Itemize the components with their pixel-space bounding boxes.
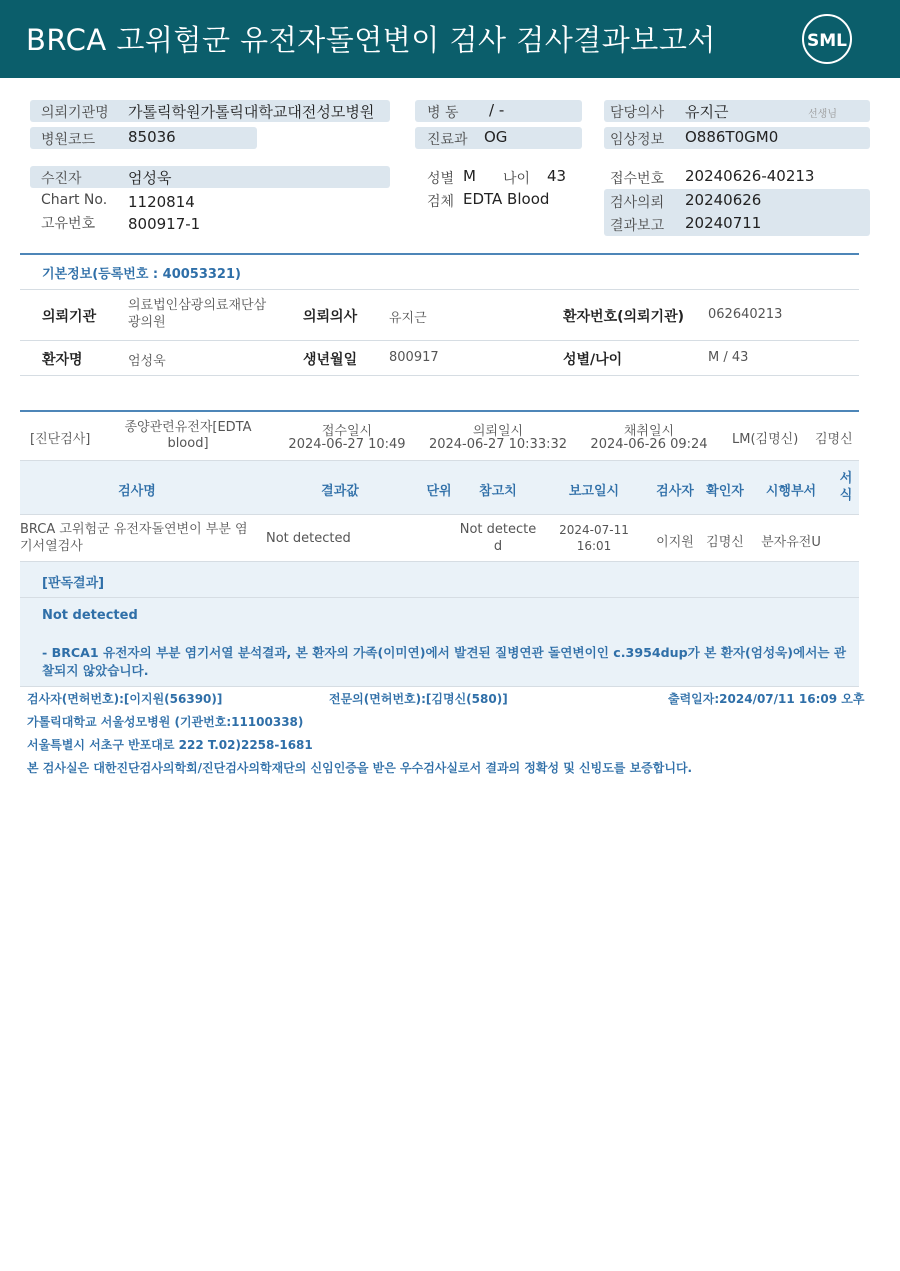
patient-value: 엄성욱 (128, 169, 172, 187)
req-doc-value: 유지근 (389, 311, 427, 326)
req-doc-label: 의뢰의사 (303, 309, 358, 325)
row-result: Not detected (266, 531, 351, 546)
footer-certification: 본 검사실은 대한진단검사의학회/진단검사의학재단의 신임인증을 받은 우수검사실로서 결과의 정확성 및 신빙도를 보증합니다. (27, 761, 693, 775)
footer-printed: 출력일자:2024/07/11 16:09 오후 (668, 692, 865, 706)
report-header (0, 0, 900, 78)
clinical-info-label: 임상정보 (610, 132, 665, 148)
sex-age-label: 성별/나이 (563, 352, 623, 368)
th-report-time: 보고일시 (568, 484, 620, 499)
sml-logo (800, 12, 854, 66)
row-report-time: 2024-07-11 16:01 (559, 523, 629, 553)
interpretation-comment: - BRCA1 유전자의 부분 염기서열 분석결과, 본 환자의 가족(이미연)에서 발견된 질병연관 돌연변이인 c.3954dup가 본 환자(엄성욱)에서는 관찰되지 않았습니다. (42, 645, 847, 678)
unique-no-label: 고유번호 (41, 216, 96, 232)
interpretation-bottom-rule (20, 686, 859, 687)
patient-name-value: 엄성욱 (128, 354, 166, 369)
row-dept: 분자유전U (761, 535, 821, 550)
request-date-value: 20240626 (685, 191, 762, 209)
unique-no-value: 800917-1 (128, 215, 201, 233)
received-label: 접수일시 (321, 424, 373, 439)
basic-info-top-rule (20, 253, 859, 255)
th-verifier: 확인자 (706, 484, 744, 499)
ward-label: 병 동 (427, 105, 459, 121)
basic-info-title: 기본정보(등록번호 : 40053321) (42, 267, 241, 282)
sex-label: 성별 (427, 171, 455, 187)
collected-value: 2024-06-26 09:24 (590, 437, 708, 452)
lm-name: 김명신 (815, 432, 853, 447)
dob-label: 생년월일 (303, 352, 358, 368)
age-value: 43 (547, 167, 567, 185)
footer-specialist: 전문의(면허번호):[김명신(580)] (329, 692, 508, 706)
dob-value: 800917 (389, 350, 439, 365)
hospital-code-label: 병원코드 (41, 132, 96, 148)
patient-label: 수진자 (41, 171, 82, 187)
th-form: 서식 (839, 471, 853, 503)
chart-no-label: Chart No. (41, 192, 108, 208)
row-verifier: 김명신 (706, 535, 744, 550)
sml-logo-text: SML (807, 31, 847, 51)
doctor-value: 유지근 (685, 103, 729, 121)
row-reference: Not detected (459, 522, 537, 554)
th-dept: 시행부서 (765, 484, 817, 499)
report-date-label: 결과보고 (610, 218, 665, 234)
specimen-value: EDTA Blood (463, 190, 550, 208)
department-label: 진료과 (427, 132, 468, 148)
footer-tester: 검사자(면허번호):[이지원(56390)] (27, 692, 223, 706)
received-value: 2024-06-27 10:49 (288, 437, 406, 452)
th-test-name: 검사명 (118, 484, 156, 499)
row-test-name: BRCA 고위험군 유전자돌연변이 부분 염기서열검사 (20, 522, 248, 554)
reception-no-label: 접수번호 (610, 171, 665, 187)
row-tester: 이지원 (656, 535, 694, 550)
patient-no-label: 환자번호(의뢰기관) (563, 309, 684, 325)
sex-age-value: M / 43 (708, 350, 749, 365)
department-value: OG (484, 128, 508, 146)
chart-no-value: 1120814 (128, 193, 195, 211)
hospital-code-value: 85036 (128, 128, 176, 146)
interpretation-title: [판독결과] (42, 576, 105, 591)
institution-value: 가톨릭학원가톨릭대학교대전성모병원 (128, 103, 375, 121)
interpretation-rule (20, 597, 859, 598)
doctor-suffix: 선생님 (808, 109, 837, 120)
diagnostic-top-rule (20, 410, 859, 412)
report-title: BRCA 고위험군 유전자돌연변이 검사 검사결과보고서 (26, 23, 716, 57)
ward-value: / - (489, 101, 505, 119)
basic-info-rule-3 (20, 375, 859, 376)
request-date-label: 검사의뢰 (610, 195, 665, 211)
footer-address: 서울특별시 서초구 반포대로 222 T.02)2258-1681 (27, 738, 313, 752)
requested-value: 2024-06-27 10:33:32 (428, 437, 568, 452)
th-result: 결과값 (321, 484, 359, 499)
patient-no-value: 062640213 (708, 307, 783, 322)
req-inst-value: 의료법인삼광의료재단삼광의원 (128, 298, 267, 330)
collected-label: 채취일시 (623, 424, 675, 439)
institution-label: 의뢰기관명 (41, 105, 109, 121)
diagnostic-tag: [진단검사] (30, 432, 91, 447)
basic-info-rule-1 (20, 289, 859, 290)
th-unit: 단위 (426, 484, 452, 499)
basic-info-rule-2 (20, 340, 859, 341)
interpretation-result: Not detected (42, 608, 138, 623)
report-date-value: 20240711 (685, 214, 762, 232)
doctor-label: 담당의사 (610, 105, 665, 121)
requested-label: 의뢰일시 (472, 424, 524, 439)
sex-value: M (463, 167, 476, 185)
patient-pill (30, 166, 390, 188)
table-header-rule (20, 514, 859, 515)
lm-label: LM(김명신) (732, 432, 799, 447)
req-inst-label: 의뢰기관 (42, 309, 97, 325)
th-reference: 참고치 (479, 484, 517, 499)
age-label: 나이 (503, 171, 531, 187)
specimen-label: 검체 (427, 194, 455, 210)
th-tester: 검사자 (656, 484, 694, 499)
clinical-info-value: O886T0GM0 (685, 128, 779, 146)
reception-no-value: 20240626-40213 (685, 167, 815, 185)
diagnostic-panel: 종양관련유전자[EDTA blood] (124, 420, 252, 451)
footer-hospital: 가톨릭대학교 서울성모병원 (기관번호:11100338) (27, 715, 304, 729)
patient-name-label: 환자명 (42, 352, 83, 368)
